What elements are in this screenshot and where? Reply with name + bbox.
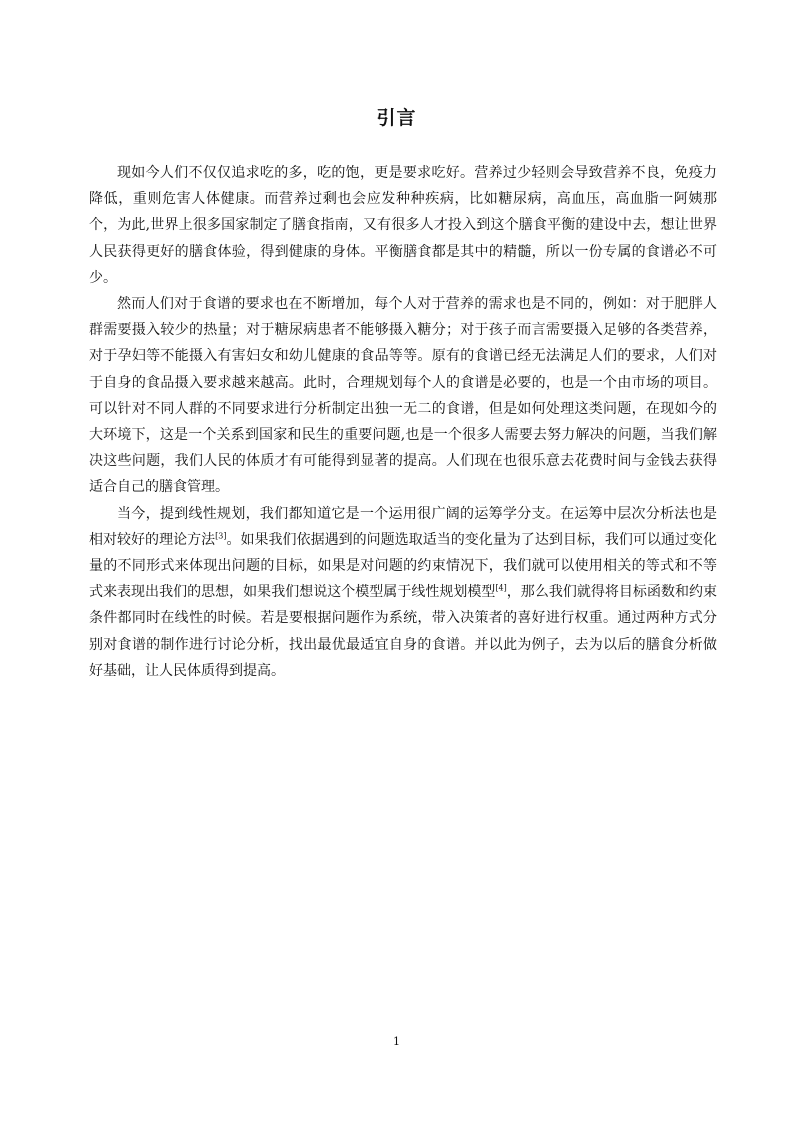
paragraph-1 [89,160,717,291]
paragraph-text: 当今，提到线性规划，我们都知道它是一个运用很广阔的运筹学分支。在运筹中层次分析法也是相对较好的理论方法 [89,505,717,548]
body-text [89,160,717,684]
paragraph-2 [89,291,717,501]
page-number: 1 [393,1035,400,1048]
citation-ref-4: [4] [495,583,507,593]
paragraph-text: 然而人们对于食谱的要求也在不断增加，每个人对于营养的需求也是不同的，例如：对于肥胖人群需要摄入较少的热量；对于糖尿病患者不能够摄入糖分；对于孩子而言需要摄入足够的各类营养，对于孕妇等不能摄入有害妇女和幼儿健康的食品等等。原有的食谱已经无法满足人们的要求，人们对于自身的食品摄入要求越来越高。此时，合理规划每个人的食谱是必要的，也是一个由市场的项目。可以针对不同人群的不同要求进行分析制定出独一无二的食谱，但是如何处理这类问题，在现如今的大环境下，这是一个关系到国家和民生的重要问题,也是一个很多人需要去努力解决的问题，当我们解决这些问题，我们人民的体质才有可能得到显著的提高。人们现在也很乐意去花费时间与金钱去获得适合自己的膳食管理。 [89,296,717,496]
paragraph-text: ，那么我们就得将目标函数和约束条件都同时在线性的时候。若是要根据问题作为系统，带入决策者的喜好进行权重。通过两种方式分别对食谱的制作进行讨论分析，找出最优最适宜自身的食谱。并以此为例子，去为以后的膳食分析做好基础，让人民体质得到提高。 [89,584,718,679]
paragraph-text: 现如今人们不仅仅追求吃的多，吃的饱，更是要求吃好。营养过少轻则会导致营养不良，免疫力降低，重则危害人体健康。而营养过剩也会应发种种疾病，比如糖尿病，高血压，高血脂一阿姨那个，为此,世界上很多国家制定了膳食指南，又有很多人才投入到这个膳食平衡的建设中去，想让世界人民获得更好的膳食体验，得到健康的身体。平衡膳食都是其中的精髓，所以一份专属的食谱必不可少。 [89,165,717,286]
page-title: 引言 [376,107,417,129]
citation-ref-3: [3] [215,531,227,541]
paragraph-text: 。如果我们依据遇到的问题选取适当的变化量为了达到目标，我们可以通过变化量的不同形式来体现出问题的目标，如果是对问题的约束情况下，我们就可以使用相关的等式和不等式来表现出我们的思想，如果我们想说这个模型属于线性规划模型 [89,531,718,601]
paragraph-3 [89,501,717,684]
